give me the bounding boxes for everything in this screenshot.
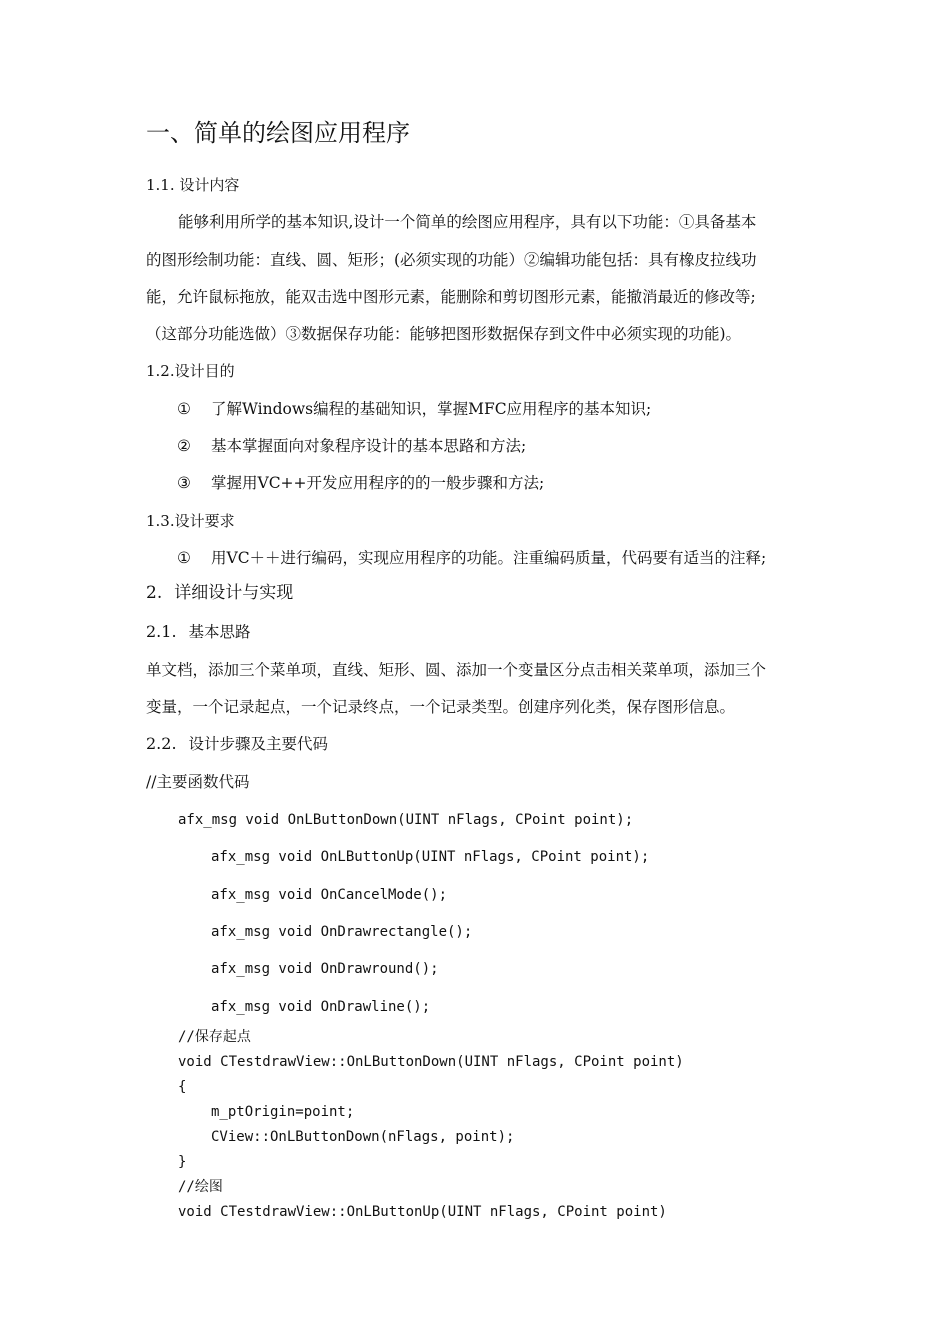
section-1-3-heading: 1.3.设计要求: [146, 512, 235, 530]
page-title: 一、简单的绘图应用程序: [146, 119, 410, 147]
list-item: [177, 548, 766, 568]
code-comment: //绘图: [178, 1179, 223, 1195]
code-line: CView::OnLButtonDown(nFlags, point);: [211, 1129, 515, 1145]
section-title: 设计步骤及主要代码: [188, 735, 329, 753]
paragraph-line: （这部分功能选做）③数据保存功能：能够把图形数据保存到文件中必须实现的功能)。: [146, 325, 742, 343]
list-item-text: 了解Windows编程的基础知识，掌握MFC应用程序的基本知识;: [211, 400, 652, 418]
list-marker: ②: [177, 437, 191, 455]
list-item-text: 掌握用VC++开发应用程序的的一般步骤和方法;: [211, 474, 545, 492]
list-item: [177, 473, 544, 493]
list-marker: ③: [177, 474, 191, 492]
list-item-text: 基本掌握面向对象程序设计的基本思路和方法;: [211, 437, 527, 455]
list-item-text: 用VC＋＋进行编码，实现应用程序的功能。注重编码质量，代码要有适当的注释;: [211, 549, 767, 567]
section-2-heading: [146, 583, 293, 603]
code-line: afx_msg void OnDrawrectangle();: [211, 924, 473, 940]
section-number: 2.: [146, 583, 163, 603]
section-2-2-heading: [146, 734, 328, 754]
list-marker: ①: [177, 400, 191, 418]
section-1-1-heading: 1.1. 设计内容: [146, 176, 240, 194]
paragraph-line: 能，允许鼠标拖放，能双击选中图形元素，能删除和剪切图形元素，能撤消最近的修改等;: [146, 288, 756, 306]
code-line: afx_msg void OnLButtonUp(UINT nFlags, CPoint point);: [211, 849, 650, 865]
section-number: 2.1.: [146, 622, 177, 641]
paragraph-line: 的图形绘制功能：直线、圆、矩形；(必须实现的功能）②编辑功能包括：具有橡皮拉线功: [146, 251, 757, 269]
code-line: afx_msg void OnCancelMode();: [211, 887, 448, 903]
code-line: }: [178, 1154, 187, 1170]
code-line: afx_msg void OnLButtonDown(UINT nFlags, CPoint point);: [178, 812, 634, 828]
section-title: 基本思路: [188, 623, 251, 641]
list-item: [177, 436, 526, 456]
paragraph-line: 变量，一个记录起点，一个记录终点，一个记录类型。创建序列化类，保存图形信息。: [146, 698, 736, 716]
code-line: afx_msg void OnDrawline();: [211, 999, 431, 1015]
code-line: void CTestdrawView::OnLButtonDown(UINT nFlags, CPoint point): [178, 1054, 684, 1070]
section-title: 详细设计与实现: [174, 583, 294, 603]
section-2-1-heading: [146, 622, 251, 642]
section-1-2-heading: 1.2.设计目的: [146, 362, 235, 380]
code-line: m_ptOrigin=point;: [211, 1104, 355, 1120]
paragraph-line: 单文档，添加三个菜单项，直线、矩形、圆、添加一个变量区分点击相关菜单项，添加三个: [146, 661, 767, 679]
list-item: [177, 399, 651, 419]
code-line: afx_msg void OnDrawround();: [211, 961, 439, 977]
code-line: void CTestdrawView::OnLButtonUp(UINT nFlags, CPoint point): [178, 1204, 667, 1220]
list-marker: ①: [177, 549, 191, 567]
code-comment: //主要函数代码: [146, 773, 250, 791]
section-number: 2.2.: [146, 734, 177, 753]
code-line: {: [178, 1079, 187, 1095]
code-comment: //保存起点: [178, 1029, 251, 1045]
paragraph-line: 能够利用所学的基本知识,设计一个简单的绘图应用程序，具有以下功能：①具备基本: [178, 213, 757, 231]
